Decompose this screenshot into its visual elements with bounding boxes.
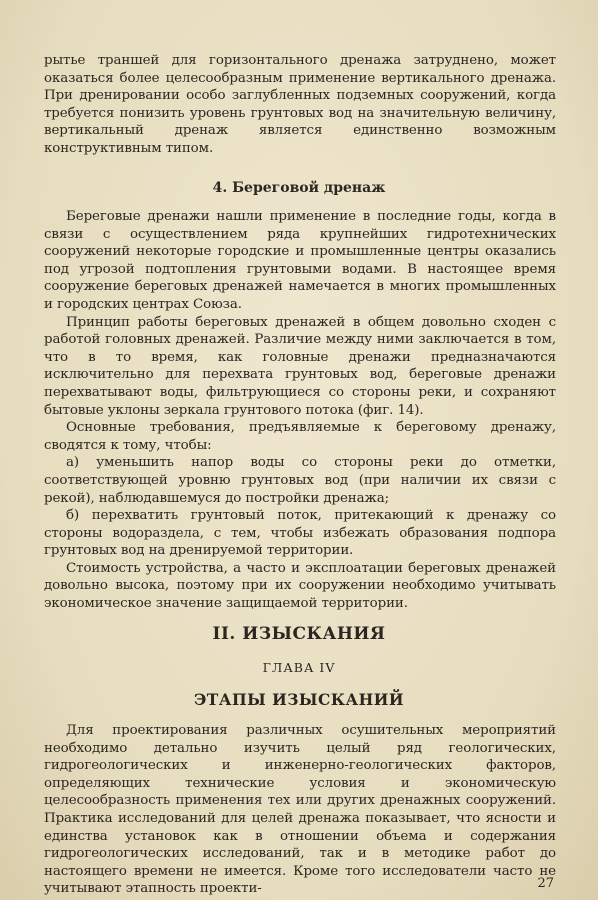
- chapter-text-block: [44, 722, 556, 898]
- top-text-block: [44, 52, 556, 158]
- page-number: 27: [537, 876, 554, 891]
- list-item-b: б) перехватить грунтовый поток, притекающий к дренажу со стороны водораздела, с тем, чтобы избежать образования подпора грунтовых вод на дренируемой территории.: [44, 508, 556, 559]
- list-item-a: а) уменьшить напор воды со стороны реки до отметки, соответствующей уровню грунтовых вод (при наличии их связи с рекой), наблюдавшемуся до постройки дренажа;: [44, 455, 556, 506]
- paragraph: Стоимость устройства, а часто и эксплоатации береговых дренажей довольно высока, поэтому при их сооружении необходимо учитывать экономическое значение защищаемой территории.: [44, 560, 556, 612]
- paragraph: Береговые дренажи нашли применение в последние годы, когда в связи с осуществлением ряда крупнейших гидротехнических сооружений некоторые городские и промышленные центры оказались под угрозой подтопления грунтовыми водами. В настоящее время сооружение береговых дренажей намечается в многих промышленных и городских центрах Союза.: [44, 209, 556, 312]
- part-heading: II. ИЗЫСКАНИЯ: [212, 624, 386, 644]
- chapter-heading: ГЛАВА IV: [262, 660, 336, 675]
- paragraph-continued: рытье траншей для горизонтального дренажа затруднено, может оказаться более целесообразным применение вертикального дренажа. При дренировании особо заглубленных подземных сооружений, когда требуется понизить уровень грунтовых вод на значительную величину, вертикальный дренаж является единственно возможным конструктивным типом.: [44, 53, 556, 156]
- section-text-block: [44, 208, 556, 613]
- paragraph: Основные требования, предъявляемые к береговому дренажу, сводятся к тому, чтобы:: [44, 420, 556, 453]
- chapter-title: ЭТАПЫ ИЗЫСКАНИЙ: [193, 690, 405, 709]
- paragraph: Принцип работы береговых дренажей в общем довольно сходен с работой головных дренажей. Различие между ними заключается в том, что в то время, как головные дренажи предназначаются исключительно для перехвата грунтовых вод, береговые дренажи перехватывают воды, фильтрующиеся со стороны реки, и сохраняют бытовые уклоны зеркала грунтового потока (фиг. 14).: [44, 314, 556, 418]
- section-heading: 4. Береговой дренаж: [212, 180, 386, 196]
- paragraph: Для проектирования различных осушительных мероприятий необходимо детально изучить целый ряд геологических, гидрогеологических и инженерно-геологических факторов, определяющих технические условия и экономическую целесообразность применения тех или других дренажных сооружений. Практика исследований для целей дренажа показывает, что ясности и единства установок как в отношении объема и содержания гидрогеологических исследований, так и в методике работ до настоящего времени не имеется. Кроме того исследователи часто не учитывают этапность проекти-: [44, 723, 556, 897]
